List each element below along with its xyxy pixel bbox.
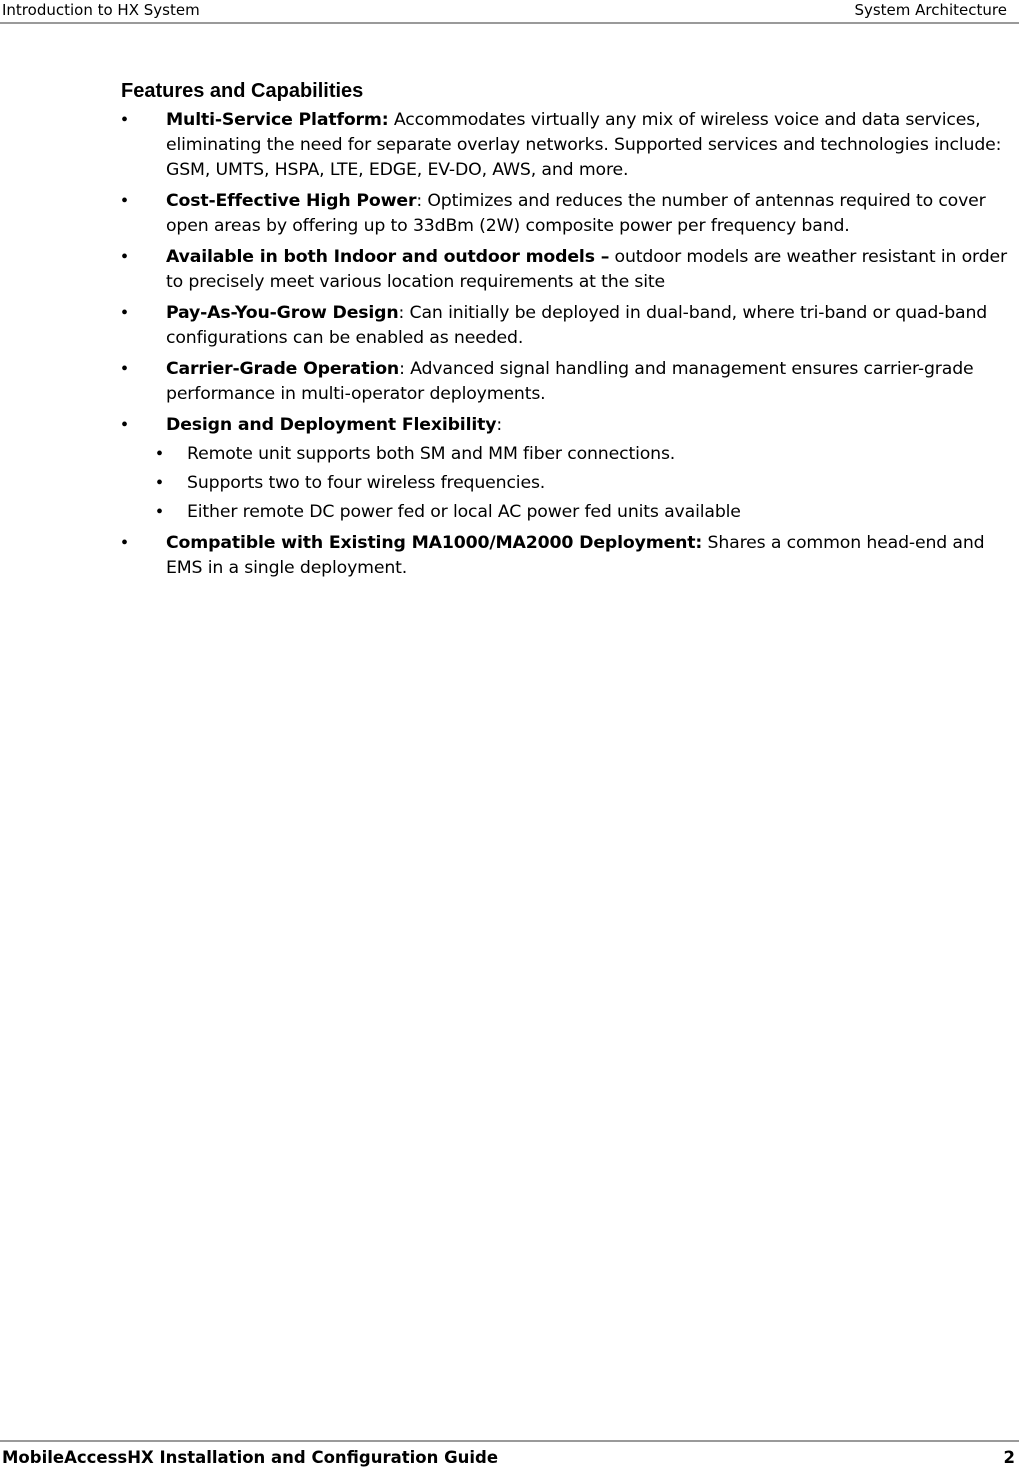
sub-list-item: • Either remote DC power fed or local AC power fed units available [156,500,1011,525]
list-item [121,531,1011,581]
item-lead: Multi-Service Platform: [166,110,389,130]
features-list [121,108,1011,581]
page-content [121,78,1011,587]
item-lead: Cost-Effective High Power [166,191,417,211]
list-item [121,189,1011,239]
item-lead: Carrier-Grade Operation [166,359,400,379]
item-lead: Design and Deployment Flexibility [166,415,497,435]
page-footer [0,1440,1019,1474]
section-title: Features and Capabilities [121,80,364,102]
item-text: : Can initially be deployed in dual-band, where tri-band or quad-band configurations can be enabled as needed. [166,303,988,348]
item-lead: Pay-As-You-Grow Design [166,303,399,323]
list-item [121,413,1011,525]
header-chapter-title: Introduction to HX System [2,1,200,19]
list-item [121,108,1011,183]
footer-document-title: MobileAccessHX Installation and Configuration Guide [2,1448,499,1467]
item-text: Accommodates virtually any mix of wireless voice and data services, eliminating the need for separate overlay networks. Supported services and technologies include: GSM, UMTS, HSPA, LTE, EDGE, EV-DO, AWS, and more. [166,110,1002,180]
list-item [121,301,1011,351]
page-header [0,0,1019,24]
list-item [121,245,1011,295]
flexibility-sublist [166,442,1011,525]
list-item [121,357,1011,407]
item-text: : Optimizes and reduces the number of antennas required to cover open areas by offering up to 33dBm (2W) composite power per frequency band. [166,191,986,236]
item-text: Shares a common head-end and EMS in a single deployment. [166,533,985,578]
sub-list-item: • Supports two to four wireless frequencies. [156,471,1011,496]
item-text: outdoor models are weather resistant in order to precisely meet various location requirements at the site [166,247,1007,292]
item-text: : Advanced signal handling and management ensures carrier-grade performance in multi-operator deployments. [166,359,974,404]
item-lead: Available in both Indoor and outdoor models – [166,247,610,267]
item-text: : [496,415,503,435]
item-lead: Compatible with Existing MA1000/MA2000 Deployment: [166,533,703,553]
header-section-title: System Architecture [854,1,1007,19]
sub-list-item: • Remote unit supports both SM and MM fiber connections. [156,442,1011,467]
footer-page-number: 2 [1003,1448,1015,1467]
